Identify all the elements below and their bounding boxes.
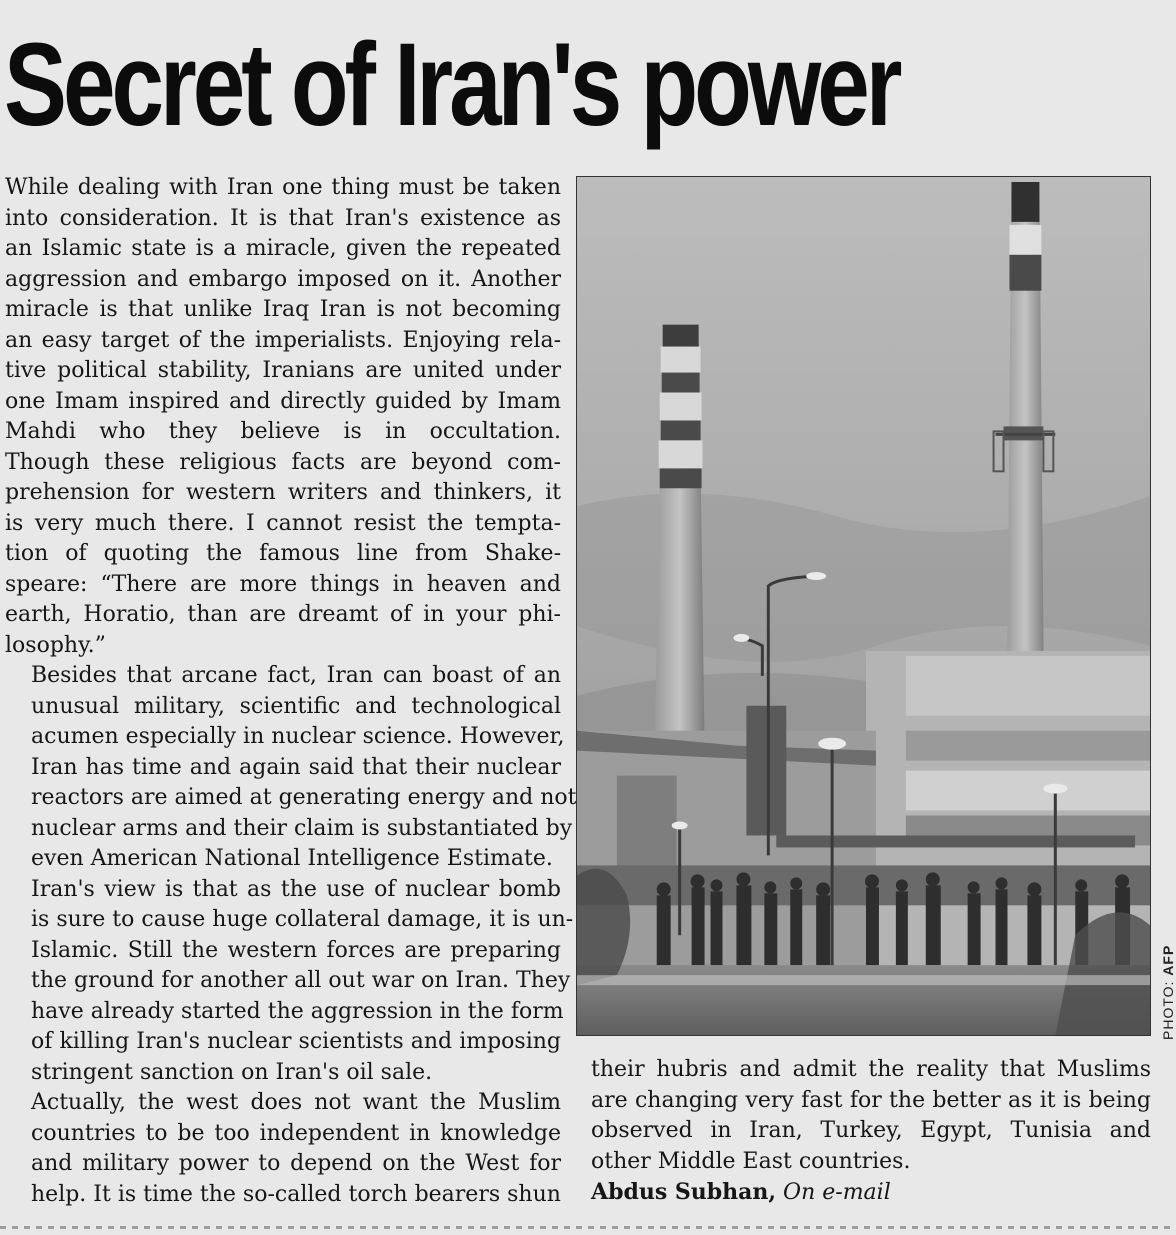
body-text-line: is sure to cause huge collateral damage, it is un- [31,907,574,932]
body-text-line: their hubris and admit the reality that Muslims [591,1057,1151,1082]
article-headline: Secret of Iran's power [4,19,899,151]
body-text-line: are changing very fast for the better as it is being [591,1087,1151,1113]
body-text-line: is very much there. I cannot resist the tempta- [5,510,561,536]
body-text-line: other Middle East countries. [591,1148,911,1174]
body-text-line: miracle is that unlike Iraq Iran is not becoming [5,297,561,322]
body-text-line: one Imam inspired and directly guided by Imam [5,388,561,414]
body-text-line: prehension for western writers and thinkers, it [5,480,561,505]
body-paragraph [5,661,577,875]
body-text-line: reactors are aimed at generating energy and not [31,785,577,810]
body-text-line: observed in Iran, Turkey, Egypt, Tunisia and [591,1118,1151,1143]
letter-signature [591,1177,1151,1209]
body-paragraph [5,875,574,1089]
body-text-line: an easy target of the imperialists. Enjoying rela- [5,327,561,353]
body-text-line: nuclear arms and their claim is substantiated by [31,815,573,841]
author-name: Abdus Subhan, [591,1179,777,1205]
body-text-line: Iran's view is that as the use of nuclear bomb [31,876,561,902]
body-paragraph [5,1088,561,1210]
body-text-line: Actually, the west does not want the Muslim [31,1090,561,1115]
nuclear-plant-photo-image [577,177,1150,1035]
body-text-line: Mahdi who they believe is in occultation. [5,419,561,444]
body-text-line: an Islamic state is a miracle, given the repeated [5,236,561,261]
body-text-line: speare: “There are more things in heaven and [5,571,561,597]
article-body-left-column [5,173,577,1210]
photo-credit: PHOTO: AFP [1160,944,1176,1040]
body-paragraph [5,173,561,661]
page-bottom-rule [0,1226,1170,1229]
striped-chimney [655,325,705,746]
body-text-line: unusual military, scientific and technological [31,693,561,719]
article-body-right-column [591,1055,1151,1209]
body-text-line: Besides that arcane fact, Iran can boast of an [31,663,561,688]
body-text-line: losophy.” [5,632,106,658]
body-text-line: Though these religious facts are beyond com- [5,449,561,475]
body-text-line: and military power to depend on the West for [31,1151,561,1176]
body-text-line: acumen especially in nuclear science. However, [31,724,565,749]
article-photo [576,176,1151,1036]
body-text-line: aggression and embargo imposed on it. Another [5,266,561,292]
body-text-line: the ground for another all out war on Iran. They [31,968,571,993]
body-text-line: help. It is time the so-called torch bearers shun [31,1181,561,1207]
body-text-line: countries to be too independent in knowledge [31,1120,561,1146]
body-text-line: have already started the aggression in the form [31,998,564,1024]
body-text-line: tive political stability, Iranians are united under [5,358,561,383]
body-text-line: stringent sanction on Iran's oil sale. [31,1059,433,1085]
body-text-line: earth, Horatio, than are dreamt of in your phi- [5,602,561,627]
body-text-line: of killing Iran's nuclear scientists and imposing [31,1029,561,1054]
body-paragraph-continued [591,1055,1151,1177]
body-text-line: into consideration. It is that Iran's existence as [5,205,561,231]
body-text-line: While dealing with Iran one thing must be taken [5,175,561,200]
body-text-line: Islamic. Still the western forces are preparing [31,937,561,963]
body-text-line: Iran has time and again said that their nuclear [31,754,561,780]
body-text-line: tion of quoting the famous line from Shake- [5,541,561,566]
body-text-line: even American National Intelligence Estimate. [31,846,553,871]
author-source: On e-mail [783,1180,891,1205]
